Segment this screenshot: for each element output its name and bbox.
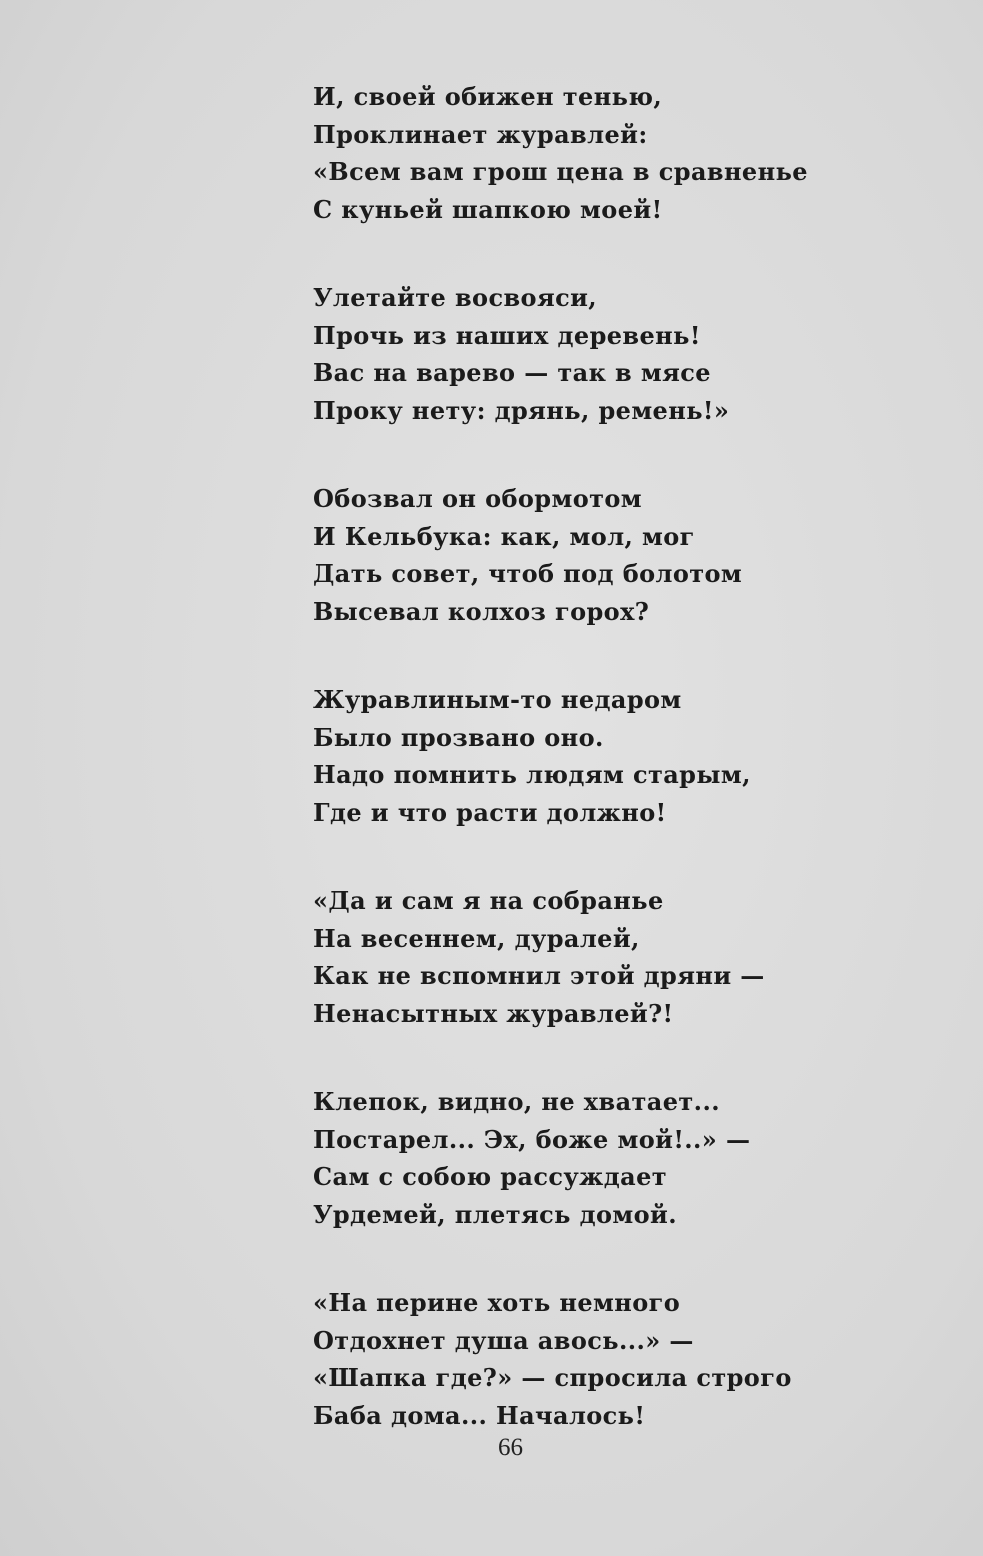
- page-number: 66: [498, 1434, 523, 1461]
- poem-line: «На перине хоть немного: [313, 1288, 681, 1317]
- poem-line: И, своей обижен тенью,: [313, 82, 663, 111]
- poem-line: Постарел... Эх, боже мой!..» —: [313, 1124, 751, 1154]
- poem-line: Обозвал он обормотом: [313, 484, 643, 513]
- stanza: [313, 279, 833, 429]
- stanza: [313, 1083, 833, 1233]
- poem-line: На весеннем, дуралей,: [313, 923, 640, 953]
- poem-line: Баба дома... Началось!: [313, 1400, 646, 1430]
- poem-line: Сам с собою рассуждает: [313, 1162, 668, 1191]
- stanza: [313, 480, 833, 630]
- poem-line: Где и что расти должно!: [313, 797, 667, 827]
- stanza: [313, 1284, 833, 1434]
- poem-line: «Шапка где?» — спросила строго: [313, 1363, 792, 1392]
- poem-line: Отдохнет душа авось...» —: [313, 1325, 694, 1355]
- poem-line: Проку нету: дрянь, ремень!»: [313, 395, 730, 425]
- poem-line: С куньей шапкою моей!: [313, 194, 663, 224]
- poem-line: Было прозвано оно.: [313, 722, 604, 752]
- poem-line: Ненасытных журавлей?!: [313, 998, 674, 1028]
- poem-line: «Всем вам грош цена в сравненье: [313, 157, 808, 186]
- poem: [313, 78, 833, 1485]
- poem-line: Журавлиным-то недаром: [313, 685, 682, 714]
- poem-line: Высевал колхоз горох?: [313, 596, 650, 626]
- poem-line: Прочь из наших деревень!: [313, 320, 701, 350]
- stanza: [313, 681, 833, 831]
- poem-line: Вас на варево — так в мясе: [313, 358, 711, 387]
- poem-line: И Кельбука: как, мол, мог: [313, 521, 695, 551]
- stanza: [313, 882, 833, 1032]
- poem-line: Проклинает журавлей:: [313, 119, 648, 149]
- poem-line: Дать совет, чтоб под болотом: [313, 559, 743, 588]
- poem-line: Улетайте восвояси,: [313, 283, 598, 312]
- poem-line: «Да и сам я на собранье: [313, 886, 664, 915]
- poem-line: Клепок, видно, не хватает...: [313, 1087, 720, 1116]
- poem-line: Надо помнить людям старым,: [313, 760, 751, 789]
- poem-line: Урдемей, плетясь домой.: [313, 1199, 677, 1229]
- poem-line: Как не вспомнил этой дряни —: [313, 961, 765, 990]
- stanza: [313, 78, 833, 228]
